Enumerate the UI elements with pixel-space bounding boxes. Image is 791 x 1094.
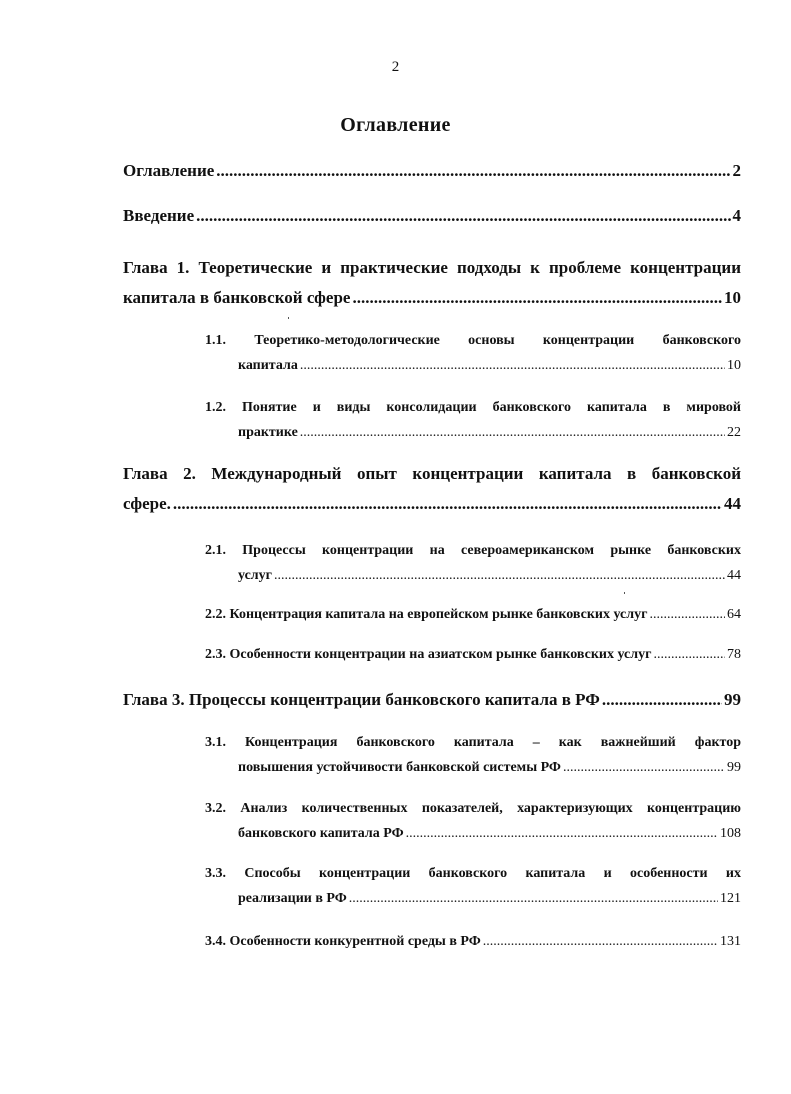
toc-entry-title: Введение bbox=[123, 206, 195, 225]
toc-entry-section-3-1[interactable] bbox=[205, 730, 741, 780]
toc-entry-title: 2.2. Концентрация капитала на европейском рынке банковских услуг bbox=[205, 607, 648, 622]
toc-entry-section-2-1[interactable] bbox=[205, 538, 741, 588]
leader-dots bbox=[602, 685, 722, 715]
toc-entry-chapter-3[interactable] bbox=[123, 685, 741, 715]
toc-entry-page: 10 bbox=[727, 358, 741, 373]
toc-entry-page: 121 bbox=[720, 891, 741, 906]
toc-entry-page: 64 bbox=[727, 607, 741, 622]
toc-entry-section-3-2[interactable] bbox=[205, 796, 741, 846]
toc-entry-title-line2: банковского капитала РФ bbox=[238, 826, 404, 841]
toc-entry-title: 2.3. Особенности концентрации на азиатском рынке банковских услуг bbox=[205, 647, 652, 662]
leader-dots bbox=[349, 886, 718, 911]
toc-entry-title-line2: капитала в банковской сфере bbox=[123, 288, 351, 307]
leader-dots bbox=[300, 353, 725, 378]
page-number: 2 bbox=[391, 59, 400, 75]
toc-entry-page: 131 bbox=[720, 934, 741, 949]
leader-dots bbox=[300, 420, 725, 445]
toc-entry-page: 108 bbox=[720, 826, 741, 841]
toc-entry-page: 44 bbox=[727, 568, 741, 583]
toc-entry-title-line1: 3.1. Концентрация банковского капитала – как важнейший фактор bbox=[205, 735, 741, 750]
toc-entry-page: 2 bbox=[732, 161, 741, 180]
toc-entry-section-3-4[interactable] bbox=[205, 929, 741, 954]
leader-dots bbox=[352, 283, 722, 313]
toc-entry-title-line2: реализации в РФ bbox=[238, 891, 347, 906]
toc-entry-title-line1: 1.1. Теоретико-методологические основы концентрации банковского bbox=[205, 333, 741, 348]
toc-entry-title-line2: капитала bbox=[238, 358, 298, 373]
toc-entry-title-line2: услуг bbox=[238, 568, 272, 583]
toc-entry-chapter-1[interactable] bbox=[123, 253, 741, 313]
toc-entry-contents[interactable] bbox=[123, 161, 741, 181]
toc-entry-introduction[interactable] bbox=[123, 206, 741, 226]
toc-entry-title-line1: 3.3. Способы концентрации банковского капитала и особенности их bbox=[205, 866, 741, 881]
toc-entry-section-1-2[interactable] bbox=[205, 395, 741, 445]
leader-dots bbox=[196, 206, 730, 226]
leader-dots bbox=[649, 602, 725, 627]
toc-entry-title: Глава 3. Процессы концентрации банковского капитала в РФ bbox=[123, 690, 600, 709]
toc-entry-section-2-2[interactable] bbox=[205, 602, 741, 627]
toc-entry-title: Оглавление bbox=[123, 161, 215, 180]
toc-entry-title-line1: 2.1. Процессы концентрации на североамериканском рынке банковских bbox=[205, 543, 741, 558]
toc-entry-title-line2: повышения устойчивости банковской системы РФ bbox=[238, 760, 561, 775]
leader-dots bbox=[274, 563, 725, 588]
toc-entry-page: 99 bbox=[724, 690, 741, 709]
toc-entry-title-line1: Глава 1. Теоретические и практические подходы к проблеме концентрации bbox=[123, 258, 741, 277]
leader-dots bbox=[653, 642, 725, 667]
toc-entry-title-line1: Глава 2. Международный опыт концентрации капитала в банковской bbox=[123, 464, 741, 483]
leader-dots bbox=[216, 161, 730, 181]
toc-entry-section-2-3[interactable] bbox=[205, 642, 741, 667]
toc-entry-title-line2: сфере. bbox=[123, 494, 171, 513]
toc-entry-title-line2: практике bbox=[238, 425, 298, 440]
toc-entry-page: 44 bbox=[724, 494, 741, 513]
leader-dots bbox=[563, 755, 725, 780]
toc-entry-page: 22 bbox=[727, 425, 741, 440]
toc-entry-page: 10 bbox=[724, 288, 741, 307]
toc-entry-page: 78 bbox=[727, 647, 741, 662]
leader-dots bbox=[173, 489, 722, 519]
toc-entry-chapter-2[interactable] bbox=[123, 459, 741, 519]
toc-entry-page: 99 bbox=[727, 760, 741, 775]
leader-dots bbox=[483, 929, 718, 954]
scan-speck bbox=[624, 592, 625, 594]
toc-entry-title: 3.4. Особенности конкурентной среды в РФ bbox=[205, 934, 481, 949]
toc-title: Оглавление bbox=[340, 114, 451, 136]
toc-entry-title-line1: 1.2. Понятие и виды консолидации банковского капитала в мировой bbox=[205, 400, 741, 415]
toc-entry-page: 4 bbox=[732, 206, 741, 225]
toc-entry-section-3-3[interactable] bbox=[205, 861, 741, 911]
leader-dots bbox=[406, 821, 718, 846]
toc-entry-section-1-1[interactable] bbox=[205, 328, 741, 378]
scan-speck bbox=[288, 317, 289, 319]
toc-entry-title-line1: 3.2. Анализ количественных показателей, характеризующих концентрацию bbox=[205, 801, 741, 816]
